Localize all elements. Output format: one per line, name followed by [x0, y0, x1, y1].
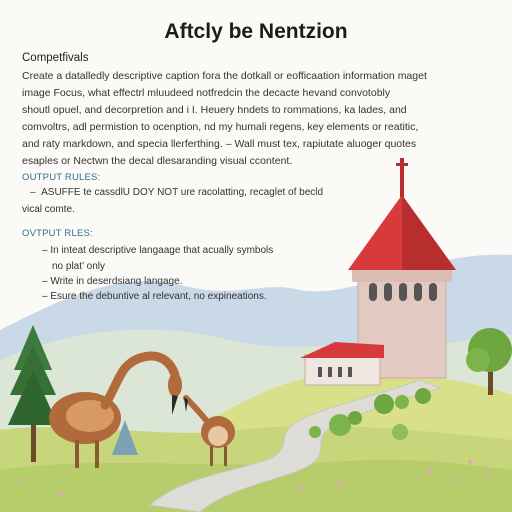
paragraph-line: image Focus, what effectrl mluudeed notfredcin the decacte hevand convotobly — [22, 87, 391, 99]
paragraph-line: shoutl opuel, and decorpretion and i I. Heuery hndets to rommations, ka lades, and — [22, 104, 407, 116]
rule-item: vical comte. — [22, 204, 75, 215]
section-subtitle: Competfivals — [22, 52, 89, 64]
paragraph-line: and raty markdown, and specia llerferthing. – Wall must tex, rapiutate aluoger quotes — [22, 138, 417, 150]
rule-item: – In inteat descriptive langaage that acually symbols — [42, 245, 274, 256]
paragraph-line: comvoltrs, adl permistion to ocenption, nd my humali regens, key elements or reatitic, — [22, 121, 419, 133]
rule-item: – Write in deserdsiang langage. — [42, 276, 183, 287]
page-title: Aftcly be Nentzion — [164, 20, 348, 43]
paragraph-line: Create a datalledly descriptive caption fora the dotkall or eofficaation information maget — [22, 70, 427, 82]
paragraph-line: esaples or Nectwn the decal dlesaranding visual ccontent. — [22, 155, 293, 167]
output-rules-heading-2: OVTPUT RLES: — [22, 228, 93, 239]
rule-item: no plat’ only — [52, 261, 105, 272]
rule-item: – Esure the debuntive al relevant, no expineations. — [42, 291, 267, 302]
rule-item: – ASUFFE te cassdlU DOY NOT ure racolatting, recaglet of becld — [30, 187, 324, 198]
output-rules-heading: OUTPUT RULES: — [22, 172, 101, 183]
intro-paragraph — [22, 68, 427, 170]
